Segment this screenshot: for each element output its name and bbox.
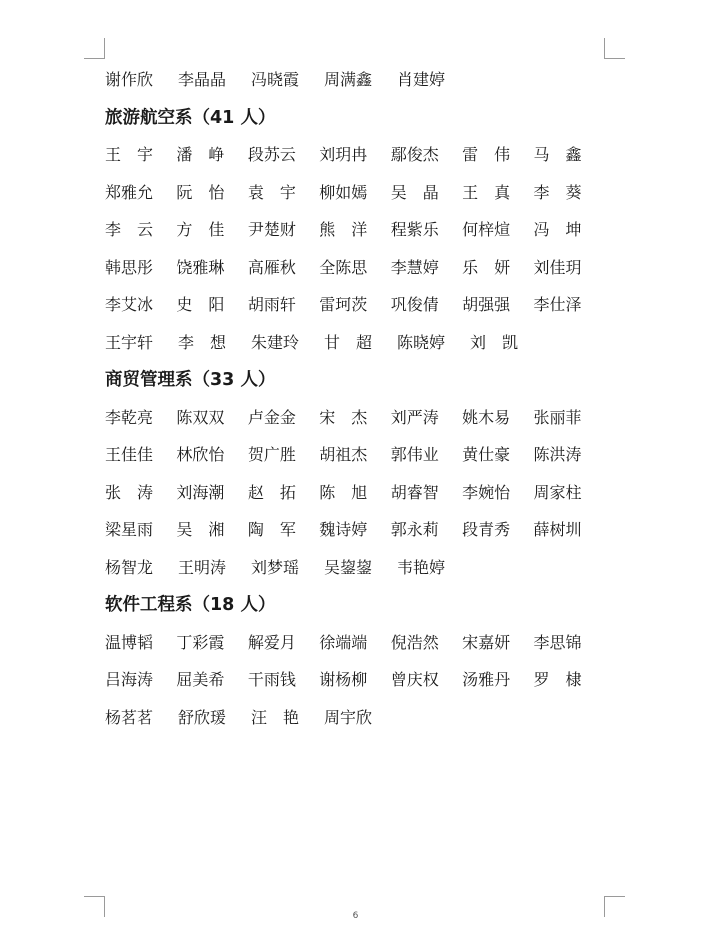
name-row <box>105 660 605 698</box>
student-name: 马 鑫 <box>533 145 582 165</box>
name-row <box>105 135 605 173</box>
student-name: 李思锦 <box>533 632 582 652</box>
student-name: 乐 妍 <box>462 257 511 277</box>
student-name: 陈晓婷 <box>397 332 446 352</box>
name-row <box>105 510 605 548</box>
student-name: 刘 凯 <box>470 332 519 352</box>
student-name: 胡睿智 <box>390 482 439 502</box>
student-name: 杨智龙 <box>105 557 154 577</box>
student-name: 卢金金 <box>247 407 296 427</box>
student-name: 段青秀 <box>462 520 511 540</box>
student-name: 陈 旭 <box>319 482 368 502</box>
student-name: 李艾冰 <box>105 295 154 315</box>
student-name: 郭永莉 <box>390 520 439 540</box>
student-name: 郑雅允 <box>105 182 154 202</box>
student-name: 潘 峥 <box>176 145 225 165</box>
student-name: 周满鑫 <box>324 70 373 90</box>
department-heading: 旅游航空系（41 人） <box>105 107 276 128</box>
name-row <box>105 210 605 248</box>
student-name: 柳如嫣 <box>319 182 368 202</box>
student-name: 薛树圳 <box>533 520 582 540</box>
document-body <box>105 60 605 735</box>
student-name: 鄢俊杰 <box>390 145 439 165</box>
student-name: 熊 洋 <box>319 220 368 240</box>
name-row <box>105 398 605 436</box>
student-name: 魏诗婷 <box>319 520 368 540</box>
student-name: 徐端端 <box>319 632 368 652</box>
student-name: 倪浩然 <box>390 632 439 652</box>
student-name: 郭伟业 <box>390 445 439 465</box>
student-name: 贺广胜 <box>247 445 296 465</box>
student-name: 王明涛 <box>178 557 227 577</box>
name-row <box>105 623 605 661</box>
student-name: 李 葵 <box>533 182 582 202</box>
student-name: 宋嘉妍 <box>462 632 511 652</box>
student-name: 梁星雨 <box>105 520 154 540</box>
student-name: 陈双双 <box>176 407 225 427</box>
student-name: 巩俊倩 <box>390 295 439 315</box>
student-name: 韩思彤 <box>105 257 154 277</box>
student-name: 雷珂茨 <box>319 295 368 315</box>
student-name: 肖建婷 <box>397 70 446 90</box>
department-heading: 商贸管理系（33 人） <box>105 370 276 391</box>
name-row <box>105 548 605 586</box>
student-name: 吴 晶 <box>390 182 439 202</box>
name-row <box>105 285 605 323</box>
student-name: 黄仕豪 <box>462 445 511 465</box>
student-name: 李 云 <box>105 220 154 240</box>
student-name: 刘佳玥 <box>533 257 582 277</box>
student-name: 方 佳 <box>176 220 225 240</box>
student-name: 温博韬 <box>105 632 154 652</box>
student-name: 袁 宇 <box>247 182 296 202</box>
student-name: 李婉怡 <box>462 482 511 502</box>
student-name: 罗 棣 <box>533 670 582 690</box>
student-name: 谢作欣 <box>105 70 154 90</box>
crop-mark-top-left <box>84 38 105 59</box>
student-name: 李慧婷 <box>390 257 439 277</box>
student-name: 韦艳婷 <box>397 557 446 577</box>
student-name: 杨茗茗 <box>105 707 154 727</box>
name-row <box>105 60 605 98</box>
student-name: 周家柱 <box>533 482 582 502</box>
student-name: 朱建玲 <box>251 332 300 352</box>
student-name: 吴 湘 <box>176 520 225 540</box>
student-name: 姚木易 <box>462 407 511 427</box>
student-name: 赵 拓 <box>247 482 296 502</box>
student-name: 屈美希 <box>176 670 225 690</box>
student-name: 周宇欣 <box>324 707 373 727</box>
name-row <box>105 173 605 211</box>
student-name: 雷 伟 <box>462 145 511 165</box>
page-number: 6 <box>352 911 359 921</box>
student-name: 饶雅琳 <box>176 257 225 277</box>
student-name: 陶 军 <box>247 520 296 540</box>
student-name: 张 涛 <box>105 482 154 502</box>
student-name: 解爱月 <box>247 632 296 652</box>
student-name: 胡祖杰 <box>319 445 368 465</box>
student-name: 丁彩霞 <box>176 632 225 652</box>
student-name: 王 宇 <box>105 145 154 165</box>
student-name: 刘梦瑶 <box>251 557 300 577</box>
name-row <box>105 698 605 736</box>
student-name: 胡强强 <box>462 295 511 315</box>
student-name: 王宇轩 <box>105 332 154 352</box>
student-name: 冯晓霞 <box>251 70 300 90</box>
student-name: 曾庆权 <box>390 670 439 690</box>
student-name: 汤雅丹 <box>462 670 511 690</box>
student-name: 林欣怡 <box>176 445 225 465</box>
student-name: 刘海潮 <box>176 482 225 502</box>
crop-mark-top-right <box>604 38 625 59</box>
student-name: 史 阳 <box>176 295 225 315</box>
student-name: 段苏云 <box>247 145 296 165</box>
name-row <box>105 248 605 286</box>
student-name: 李 想 <box>178 332 227 352</box>
student-name: 尹楚财 <box>247 220 296 240</box>
student-name: 李仕泽 <box>533 295 582 315</box>
student-name: 甘 超 <box>324 332 373 352</box>
student-name: 何梓煊 <box>462 220 511 240</box>
student-name: 宋 杰 <box>319 407 368 427</box>
student-name: 刘严涛 <box>390 407 439 427</box>
student-name: 高雁秋 <box>247 257 296 277</box>
student-name: 吕海涛 <box>105 670 154 690</box>
student-name: 程紫乐 <box>390 220 439 240</box>
department-heading: 软件工程系（18 人） <box>105 595 276 616</box>
student-name: 李乾亮 <box>105 407 154 427</box>
student-name: 陈洪涛 <box>533 445 582 465</box>
student-name: 王 真 <box>462 182 511 202</box>
student-name: 谢杨柳 <box>319 670 368 690</box>
student-name: 舒欣瑗 <box>178 707 227 727</box>
student-name: 刘玥冉 <box>319 145 368 165</box>
name-row <box>105 323 605 361</box>
student-name: 王佳佳 <box>105 445 154 465</box>
student-name: 吴鋆鋆 <box>324 557 373 577</box>
student-name: 李晶晶 <box>178 70 227 90</box>
name-row <box>105 473 605 511</box>
student-name: 干雨钱 <box>247 670 296 690</box>
name-row <box>105 435 605 473</box>
student-name: 胡雨轩 <box>247 295 296 315</box>
student-name: 阮 怡 <box>176 182 225 202</box>
student-name: 汪 艳 <box>251 707 300 727</box>
student-name: 冯 坤 <box>533 220 582 240</box>
student-name: 全陈思 <box>319 257 368 277</box>
student-name: 张丽菲 <box>533 407 582 427</box>
